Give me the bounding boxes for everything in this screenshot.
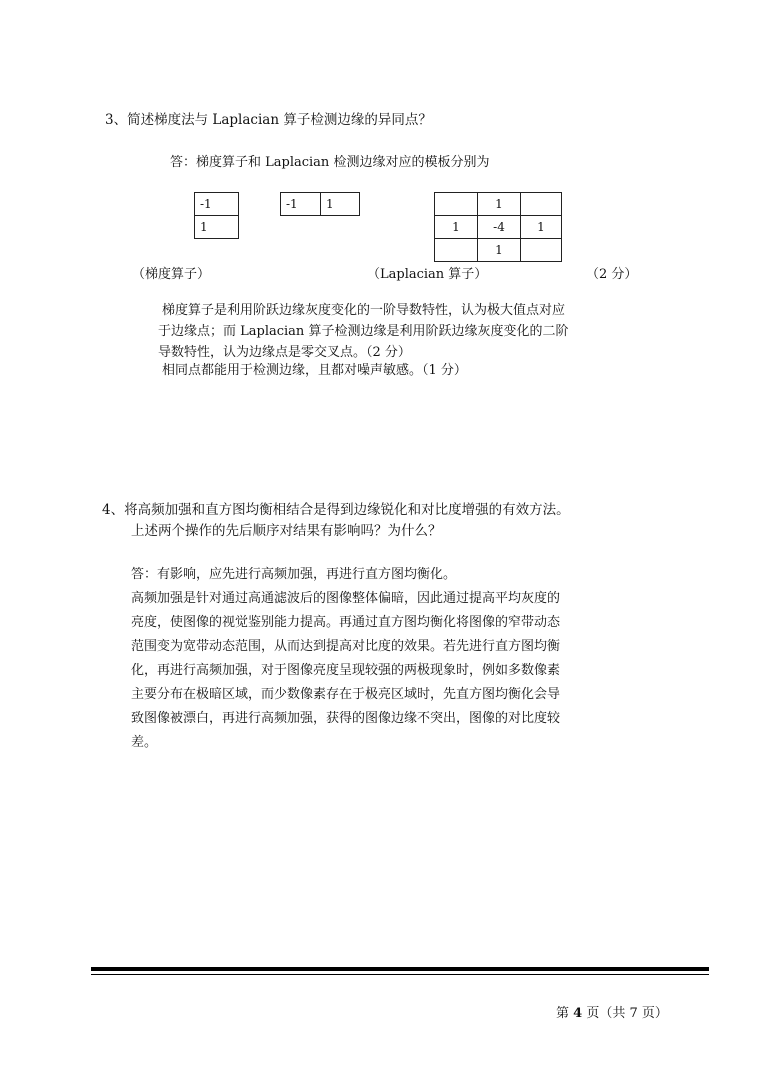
matrix-cell: 1 [195, 216, 239, 239]
page-number-middle: 页（共 [586, 1006, 626, 1021]
matrix-cell [435, 193, 478, 216]
question-4-answer-line: 主要分布在极暗区域，而少数像素存在于极亮区域时，先直方图均衡化会导 [131, 687, 561, 702]
page-number-suffix: 页） [641, 1006, 668, 1021]
question-3-title: 3、简述梯度法与 Laplacian 算子检测边缘的异同点？ [105, 112, 432, 128]
matrix-cell: -1 [195, 193, 239, 216]
question-4-answer-line: 亮度，使图像的视觉鉴别能力提高。再通过直方图均衡化将图像的窄带动态 [131, 615, 561, 630]
footer-rule-thin [91, 974, 709, 975]
question-4-title-line-2: 上述两个操作的先后顺序对结果有影响吗？为什么？ [131, 523, 442, 539]
gradient-template-vertical [194, 192, 239, 239]
gradient-template-horizontal [280, 192, 360, 216]
matrix-cell [521, 239, 562, 262]
question-4-answer-line: 差。 [131, 735, 158, 750]
question-4-answer-line: 致图像被漂白，再进行高频加强，获得的图像边缘不突出，图像的对比度较 [131, 711, 561, 726]
question-3-para-line: 于边缘点；而 Laplacian 算子检测边缘是利用阶跃边缘灰度变化的二阶 [158, 324, 569, 339]
question-3-answer-intro: 答：梯度算子和 Laplacian 检测边缘对应的模板分别为 [170, 155, 490, 170]
page-number [556, 1002, 668, 1021]
matrix-cell: 1 [435, 216, 478, 239]
matrix-cell: 1 [478, 193, 521, 216]
question-4-answer-line: 范围变为宽带动态范围，从而达到提高对比度的效果。若先进行直方图均衡 [131, 639, 561, 654]
question-4-answer-line: 化，再进行高频加强，对于图像亮度呈现较强的两极现象时，例如多数像素 [131, 663, 561, 678]
page-number-current: 4 [573, 1006, 583, 1021]
question-3-para-line: 相同点都能用于检测边缘，且都对噪声敏感。（1 分） [162, 363, 467, 378]
question-4-title-line-1: 4、将高频加强和直方图均衡相结合是得到边缘锐化和对比度增强的有效方法。 [102, 502, 570, 518]
matrix-cell: 1 [478, 239, 521, 262]
question-4-answer-line: 高频加强是针对通过高通滤波后的图像整体偏暗，因此通过提高平均灰度的 [131, 591, 561, 606]
matrix-cell: -1 [281, 193, 321, 216]
matrix-cell: 1 [521, 216, 562, 239]
laplacian-template [434, 192, 562, 262]
matrix-cell: -4 [478, 216, 521, 239]
question-3-para-line: 导数特性，认为边缘点是零交叉点。（2 分） [158, 345, 411, 360]
label-gradient-operator: （梯度算子） [132, 267, 211, 282]
question-4-answer-line: 答：有影响，应先进行高频加强，再进行直方图均衡化。 [131, 567, 457, 582]
question-3-para-line: 梯度算子是利用阶跃边缘灰度变化的一阶导数特性，认为极大值点对应 [162, 303, 566, 318]
page-number-prefix: 第 [556, 1006, 570, 1021]
footer-rule-thick [91, 967, 709, 971]
matrix-cell [521, 193, 562, 216]
label-laplacian-operator: （Laplacian 算子） [367, 267, 488, 282]
matrix-cell [435, 239, 478, 262]
page-number-total: 7 [629, 1006, 638, 1021]
matrix-cell: 1 [321, 193, 360, 216]
label-score: （2 分） [586, 267, 638, 282]
